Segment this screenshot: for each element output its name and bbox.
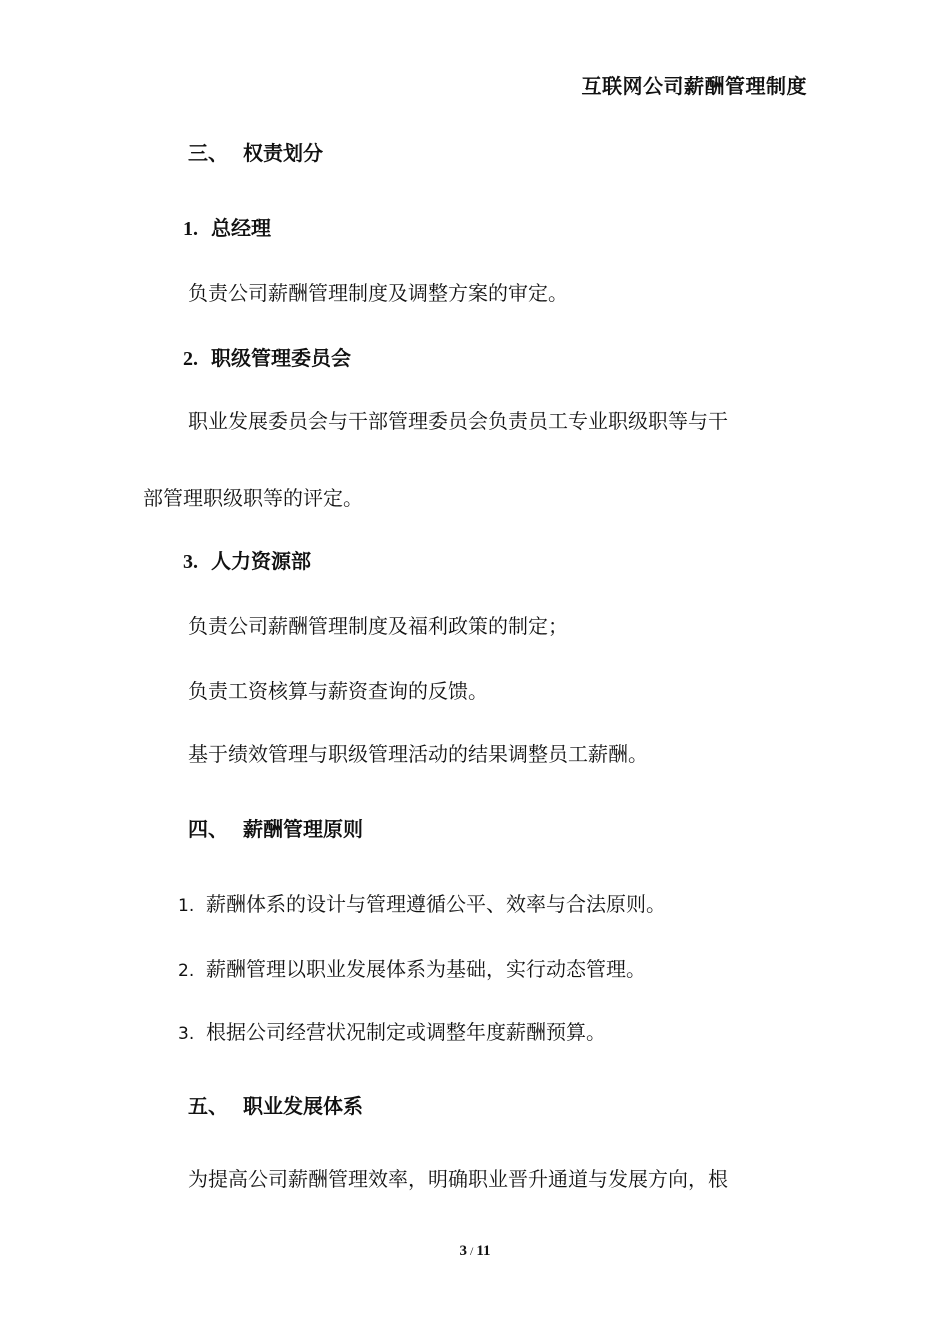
section-title: 权责划分 (243, 141, 323, 165)
paragraph-continuation: 部管理职级职等的评定。 (143, 486, 363, 510)
page-current: 3 (459, 1243, 467, 1259)
paragraph: 基于绩效管理与职级管理活动的结果调整员工薪酬。 (188, 742, 648, 766)
subheading-number: 2. (183, 348, 198, 370)
list-item (178, 953, 646, 982)
list-item (178, 888, 666, 917)
list-item-number: 3. (178, 1024, 195, 1044)
section-heading-3 (188, 137, 323, 166)
subheading-hr-department (183, 545, 311, 574)
section-title: 职业发展体系 (243, 1094, 363, 1118)
paragraph: 为提高公司薪酬管理效率，明确职业晋升通道与发展方向，根 (188, 1167, 728, 1191)
list-item-number: 2. (178, 961, 195, 981)
subheading-title: 总经理 (211, 216, 271, 240)
subheading-number: 1. (183, 218, 198, 240)
list-item (178, 1016, 606, 1045)
page-total: 11 (476, 1243, 491, 1259)
section-number: 五、 (188, 1094, 228, 1118)
section-title: 薪酬管理原则 (243, 817, 363, 841)
list-item-text: 薪酬管理以职业发展体系为基础，实行动态管理。 (206, 957, 646, 981)
subheading-title: 职级管理委员会 (211, 346, 351, 370)
page-separator: / (469, 1244, 474, 1258)
paragraph: 负责工资核算与薪资查询的反馈。 (188, 679, 488, 703)
section-heading-4 (188, 813, 363, 842)
subheading-rank-committee (183, 342, 351, 371)
subheading-general-manager (183, 212, 271, 241)
paragraph: 负责公司薪酬管理制度及福利政策的制定； (188, 614, 568, 638)
list-item-number: 1. (178, 896, 195, 916)
subheading-title: 人力资源部 (211, 549, 311, 573)
document-header-title: 互联网公司薪酬管理制度 (581, 74, 807, 98)
page-number-footer (0, 1243, 950, 1260)
subheading-number: 3. (183, 551, 198, 573)
paragraph: 职业发展委员会与干部管理委员会负责员工专业职级职等与干 (188, 409, 728, 433)
section-heading-5 (188, 1090, 363, 1119)
section-number: 四、 (188, 817, 228, 841)
section-number: 三、 (188, 141, 228, 165)
list-item-text: 根据公司经营状况制定或调整年度薪酬预算。 (206, 1020, 606, 1044)
list-item-text: 薪酬体系的设计与管理遵循公平、效率与合法原则。 (206, 892, 666, 916)
paragraph: 负责公司薪酬管理制度及调整方案的审定。 (188, 281, 568, 305)
